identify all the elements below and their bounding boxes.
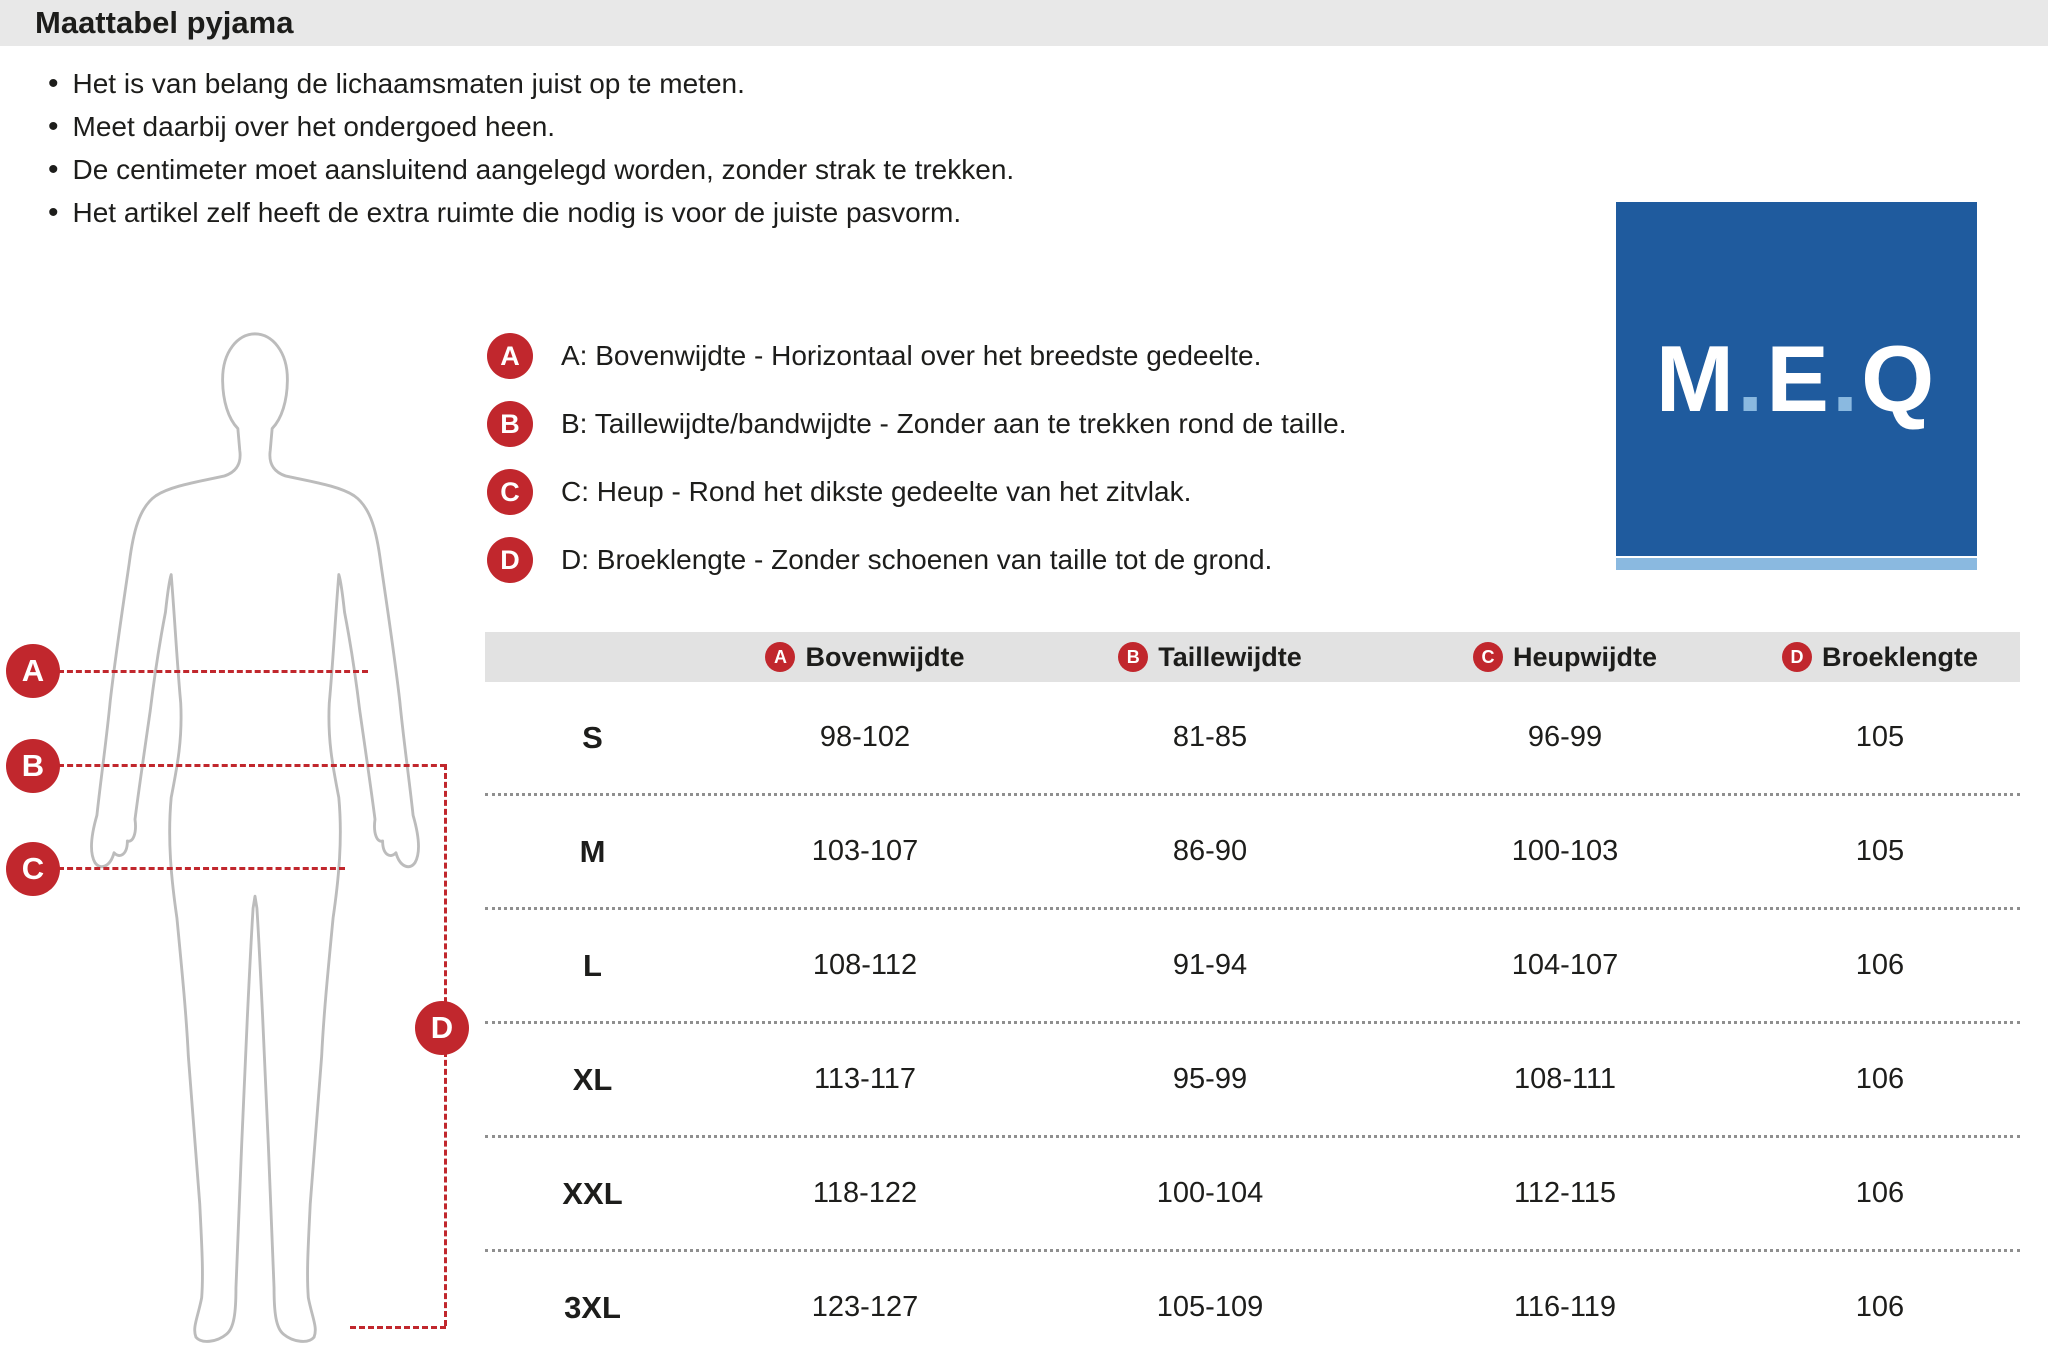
value-bovenwijdte: 103-107	[811, 835, 919, 867]
title-bar	[0, 0, 2048, 46]
value-bovenwijdte: 98-102	[819, 721, 911, 753]
column-badge-c: C	[1473, 642, 1503, 672]
measure-line-d-bottom	[350, 1326, 446, 1329]
size-label: M	[579, 833, 606, 869]
instructions-list	[48, 62, 1014, 234]
legend-item-b	[487, 390, 1347, 458]
table-row	[485, 682, 2020, 796]
value-broeklengte: 106	[1855, 1177, 1905, 1209]
value-bovenwijdte: 113-117	[813, 1063, 917, 1095]
value-heupwijdte: 116-119	[1513, 1291, 1617, 1323]
header-cell-heupwijdte	[1390, 642, 1740, 673]
measurement-legend	[487, 322, 1347, 594]
size-table	[485, 632, 2020, 1352]
table-header-row	[485, 632, 2020, 682]
legend-badge-b: B	[487, 401, 533, 447]
column-badge-a: A	[765, 642, 795, 672]
header-cell-broeklengte	[1740, 642, 2020, 673]
body-outline-figure	[55, 326, 455, 1352]
legend-text: A: Bovenwijdte - Horizontaal over het breedste gedeelte.	[561, 340, 1262, 371]
value-taillewijdte: 100-104	[1156, 1177, 1264, 1209]
legend-item-d	[487, 526, 1347, 594]
marker-a: A	[6, 644, 60, 698]
measure-line-c	[58, 867, 345, 870]
legend-text: B: Taillewijdte/bandwijdte - Zonder aan te trekken rond de taille.	[561, 408, 1347, 439]
column-label: Broeklengte	[1821, 641, 1979, 672]
logo-dot: .	[1737, 326, 1767, 431]
value-heupwijdte: 112-115	[1513, 1177, 1617, 1209]
measure-line-b	[58, 764, 446, 767]
header-cell-taillewijdte	[1030, 642, 1390, 673]
value-broeklengte: 106	[1855, 949, 1905, 981]
column-label: Taillewijdte	[1158, 641, 1302, 672]
value-broeklengte: 105	[1855, 721, 1905, 753]
marker-c: C	[6, 842, 60, 896]
column-label: Bovenwijdte	[805, 641, 965, 672]
value-taillewijdte: 86-90	[1172, 835, 1248, 867]
value-heupwijdte: 108-111	[1513, 1063, 1617, 1095]
instruction-item: • Meet daarbij over het ondergoed heen.	[48, 105, 1014, 148]
meq-logo-box	[1616, 202, 1977, 556]
legend-badge-d: D	[487, 537, 533, 583]
value-taillewijdte: 81-85	[1172, 721, 1248, 753]
column-badge-b: B	[1118, 642, 1148, 672]
table-row	[485, 1024, 2020, 1138]
legend-badge-a: A	[487, 333, 533, 379]
table-row	[485, 796, 2020, 910]
value-taillewijdte: 91-94	[1172, 949, 1248, 981]
table-row	[485, 910, 2020, 1024]
size-label: L	[583, 947, 602, 983]
logo-dot: .	[1831, 326, 1862, 431]
size-label: S	[582, 719, 603, 755]
column-label: Heupwijdte	[1512, 641, 1657, 672]
page-title: Maattabel pyjama	[35, 5, 294, 40]
value-bovenwijdte: 123-127	[811, 1291, 919, 1323]
logo-letter: E	[1766, 326, 1832, 431]
value-heupwijdte: 100-103	[1511, 835, 1619, 867]
value-bovenwijdte: 118-122	[812, 1177, 918, 1209]
legend-text: D: Broeklengte - Zonder schoenen van taille tot de grond.	[561, 544, 1273, 575]
value-heupwijdte: 104-107	[1511, 949, 1619, 981]
legend-text: C: Heup - Rond het dikste gedeelte van het zitvlak.	[561, 476, 1192, 507]
value-broeklengte: 105	[1855, 835, 1905, 867]
legend-item-a	[487, 322, 1347, 390]
instruction-item: • Het artikel zelf heeft de extra ruimte die nodig is voor de juiste pasvorm.	[48, 191, 1014, 234]
column-badge-d: D	[1782, 642, 1812, 672]
value-bovenwijdte: 108-112	[812, 949, 918, 981]
legend-item-c	[487, 458, 1347, 526]
size-label: 3XL	[564, 1289, 621, 1325]
meq-logo	[1616, 202, 1977, 570]
value-broeklengte: 106	[1855, 1291, 1905, 1323]
size-label: XL	[572, 1061, 613, 1097]
size-label: XXL	[562, 1175, 623, 1211]
meq-logo-text	[1655, 326, 1938, 431]
instruction-item: • Het is van belang de lichaamsmaten juist op te meten.	[48, 62, 1014, 105]
marker-d: D	[415, 1001, 469, 1055]
meq-logo-strip	[1616, 558, 1977, 570]
instruction-item: • De centimeter moet aansluitend aangelegd worden, zonder strak te trekken.	[48, 148, 1014, 191]
table-row	[485, 1252, 2020, 1352]
value-taillewijdte: 95-99	[1172, 1063, 1248, 1095]
header-cell-bovenwijdte	[700, 642, 1030, 673]
logo-letter: Q	[1861, 326, 1938, 431]
value-broeklengte: 106	[1855, 1063, 1905, 1095]
logo-letter: M	[1655, 326, 1738, 431]
table-row	[485, 1138, 2020, 1252]
legend-badge-c: C	[487, 469, 533, 515]
value-heupwijdte: 96-99	[1527, 721, 1603, 753]
measure-line-a	[58, 670, 368, 673]
value-taillewijdte: 105-109	[1156, 1291, 1264, 1323]
marker-b: B	[6, 739, 60, 793]
